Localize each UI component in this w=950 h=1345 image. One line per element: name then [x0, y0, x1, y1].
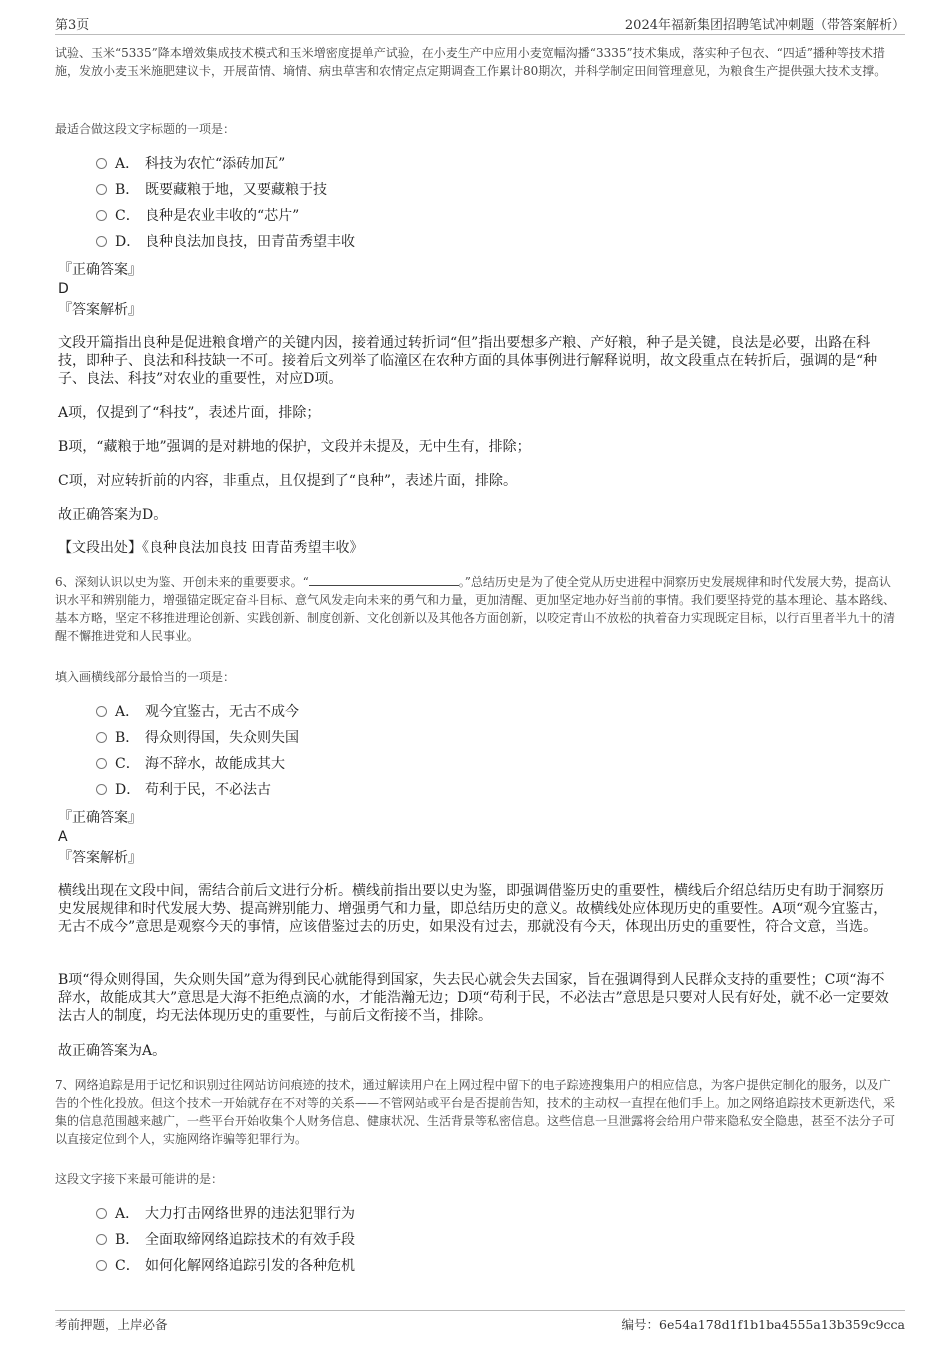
q6-answer: A — [58, 829, 68, 845]
radio-icon[interactable] — [96, 210, 107, 221]
q5-analysis-c: C项，对应转折前的内容，非重点，且仅提到了“良种”，表述片面，排除。 — [58, 473, 518, 489]
q7-question: 这段文字接下来最可能讲的是： — [55, 1172, 224, 1186]
fill-blank — [309, 573, 459, 586]
q5-option-a[interactable]: A． 科技为农忙“添砖加瓦” — [96, 154, 285, 174]
q7-option-b[interactable]: B． 全面取缔网络追踪技术的有效手段 — [96, 1230, 355, 1250]
q5-source: 【文段出处】《良种良法加良技 田青苗秀望丰收》 — [58, 540, 364, 556]
q6-answer-label: 『正确答案』 — [58, 810, 142, 826]
document-title: 2024年福新集团招聘笔试冲刺题（带答案解析） — [624, 18, 905, 33]
radio-icon[interactable] — [96, 158, 107, 169]
q6-analysis-label: 『答案解析』 — [58, 850, 142, 866]
q7-option-c[interactable]: C． 如何化解网络追踪引发的各种危机 — [96, 1256, 355, 1276]
radio-icon[interactable] — [96, 1208, 107, 1219]
radio-icon[interactable] — [96, 184, 107, 195]
q6-analysis-others: B项“得众则得国，失众则失国”意为得到民心就能得到国家，失去民心就会失去国家，旨在强调得到人民群众支持的重要性；C项“海不辞水，故能成其大”意思是大海不拒绝点滴的水，才能浩瀚无边；D项“苟利于民，不必法古”意思是只要对人民有好处，就不必一定要效法古人的制度，均无法体现历史的重要性，与前后文衔接不当，排除。 — [58, 972, 889, 1024]
radio-icon[interactable] — [96, 706, 107, 717]
page-footer — [55, 1310, 905, 1341]
q6-option-b[interactable]: B． 得众则得国，失众则失国 — [96, 728, 299, 748]
q5-analysis-a: A项，仅提到了“科技”，表述片面，排除； — [58, 405, 321, 421]
page-number: 第3页 — [55, 18, 90, 33]
q5-conclusion: 故正确答案为D。 — [58, 507, 168, 523]
radio-icon[interactable] — [96, 758, 107, 769]
q5-analysis-label: 『答案解析』 — [58, 302, 142, 318]
q5-analysis-b: B项，“藏粮于地”强调的是对耕地的保护，文段并未提及，无中生有，排除； — [58, 439, 531, 455]
q5-option-d[interactable]: D． 良种良法加良技，田青苗秀望丰收 — [96, 232, 355, 252]
q6-analysis-main: 横线出现在文段中间，需结合前后文进行分析。横线前指出要以史为鉴，即强调借鉴历史的重要性，横线后介绍总结历史有助于洞察历史发展规律和时代发展大势、提高辨别能力、增强勇气和力量，即总结历史的意义。故横线处应体现历史的重要性。A项“观今宜鉴古，无古不成今”意思是观察今天的事情，应该借鉴过去的历史，如果没有过去，那就没有今天，体现出历史的重要性，符合文意，当选。 — [58, 883, 888, 935]
q5-analysis-main: 文段开篇指出良种是促进粮食增产的关键内因，接着通过转折词“但”指出要想多产粮、产好粮，种子是关键，良法是必要，出路在科技，即种子、良法和科技缺一不可。接着后文列举了临潼区在农种方面的具体事例进行解释说明，故文段重点在转折后，强调的是“种子、良法、科技”对农业的重要性，对应D项。 — [58, 335, 878, 387]
radio-icon[interactable] — [96, 236, 107, 247]
page-header — [55, 12, 905, 35]
q5-option-c[interactable]: C． 良种是农业丰收的“芯片” — [96, 206, 299, 226]
q6-question: 填入画横线部分最恰当的一项是： — [55, 670, 236, 684]
document-id: 编号：6e54a178d1f1b1ba4555a13b359c9cca — [621, 1317, 905, 1332]
radio-icon[interactable] — [96, 1260, 107, 1271]
q6-option-c[interactable]: C． 海不辞水，故能成其大 — [96, 754, 285, 774]
q5-question: 最适合做这段文字标题的一项是： — [55, 122, 236, 136]
q7-passage: 7、网络追踪是用于记忆和识别过往网站访问痕迹的技术，通过解读用户在上网过程中留下的电子踪迹搜集用户的相应信息，为客户提供定制化的服务，以及广告的个性化投放。但这个技术一开始就存在不对等的关系——不管网站或平台是否提前告知，技术的主动权一直捏在他们手上。加之网络追踪技术更新迭代，采集的信息范围越来越广，一些平台开始收集个人财务信息、健康状况、生活背景等私密信息。这些信息一旦泄露将会给用户带来隐私安全隐患，甚至不法分子可以直接定位到个人，实施网络诈骗等犯罪行为。 — [55, 1078, 896, 1146]
q6-option-d[interactable]: D． 苟利于民，不必法古 — [96, 780, 271, 800]
q6-passage: 6、深刻认识以史为鉴、开创未来的重要要求。“ 。”总结历史是为了使全党从历史进程中洞察历史发展规律和时代发展大势，提高认识水平和辨别能力，增强锚定既定奋斗目标、意气风发走向未来的勇气和力量，更加清醒、更加坚定地办好当前的事情。我们要坚持党的基本理论、基本路线、基本方略，坚定不移推进理论创新、实践创新、制度创新、文化创新以及其他各方面创新，以咬定青山不放松的执着奋力实现既定目标，以行百里者半九十的清醒不懈推进党和人民事业。 — [55, 575, 896, 643]
q5-answer: D — [58, 281, 69, 297]
radio-icon[interactable] — [96, 784, 107, 795]
radio-icon[interactable] — [96, 732, 107, 743]
radio-icon[interactable] — [96, 1234, 107, 1245]
q6-option-a[interactable]: A． 观今宜鉴古，无古不成今 — [96, 702, 299, 722]
q6-conclusion: 故正确答案为A。 — [58, 1043, 167, 1059]
q5-answer-label: 『正确答案』 — [58, 262, 142, 278]
q5-option-b[interactable]: B． 既要藏粮于地，又要藏粮于技 — [96, 180, 327, 200]
q7-option-a[interactable]: A． 大力打击网络世界的违法犯罪行为 — [96, 1204, 355, 1224]
footer-slogan: 考前押题，上岸必备 — [55, 1317, 168, 1332]
q5-passage: 试验、玉米“5335”降本增效集成技术模式和玉米增密度提单产试验，在小麦生产中应用小麦宽幅沟播“3335”技术集成，落实种子包衣、“四适”播种等技术措施，发放小麦玉米施肥建议卡，开展苗情、墒情、病虫草害和农情定点定期调查工作累计80期次，并科学制定田间管理意见，为粮食生产提供强大技术支撑。 — [55, 46, 887, 78]
